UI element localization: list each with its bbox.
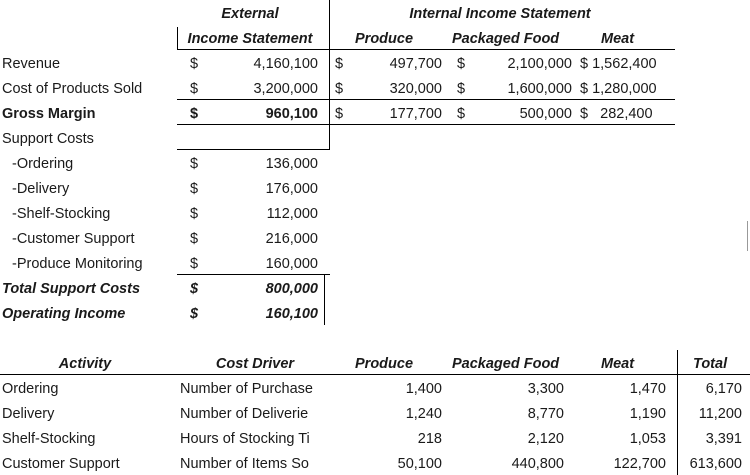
currency-sign: $ — [335, 56, 344, 72]
currency-sign: $ — [457, 81, 466, 97]
activity-col-header: Activity — [58, 356, 112, 372]
currency-sign: $ — [335, 106, 344, 122]
currency-sign: $ — [190, 181, 199, 197]
external-value: 4,160,100 — [253, 56, 318, 72]
cell-border — [329, 0, 330, 150]
row-label: -Produce Monitoring — [12, 256, 143, 272]
currency-sign: $ — [190, 231, 199, 247]
cost-driver-col-header: Cost Driver — [215, 356, 295, 372]
support-value: 216,000 — [265, 231, 318, 247]
packaged-value: 2,120 — [527, 431, 564, 447]
packaged-value: 8,770 — [527, 406, 564, 422]
produce-value: 177,700 — [389, 106, 442, 122]
activity-header-border — [0, 374, 750, 375]
operating-income-value: 160,100 — [265, 306, 318, 322]
total-value: 6,170 — [705, 381, 742, 397]
cell-border — [747, 221, 748, 251]
currency-sign: $ — [190, 206, 199, 222]
currency-sign: $ — [457, 56, 466, 72]
packaged-food-col-header: Packaged Food — [452, 356, 560, 372]
currency-sign: $ — [190, 256, 199, 272]
currency-sign: $ — [335, 81, 344, 97]
packaged-value: 500,000 — [519, 106, 572, 122]
external-header-line1: External — [221, 6, 279, 22]
cell-border — [177, 274, 330, 275]
packaged-value: 1,600,000 — [507, 81, 572, 97]
cell-border — [177, 27, 178, 50]
meat-header: Meat — [601, 31, 635, 47]
row-label: -Shelf-Stocking — [12, 206, 111, 222]
cost-driver: Number of Deliverie — [180, 406, 309, 422]
total-col-header: Total — [693, 356, 728, 372]
internal-header: Internal Income Statement — [409, 6, 591, 22]
packaged-value: 2,100,000 — [507, 56, 572, 72]
meat-value: 122,700 — [613, 456, 666, 472]
produce-value: 497,700 — [389, 56, 442, 72]
produce-value: 50,100 — [397, 456, 442, 472]
total-value: 613,600 — [689, 456, 742, 472]
packaged-value: 440,800 — [511, 456, 564, 472]
cell-border — [177, 99, 675, 100]
activity-name: Ordering — [2, 381, 59, 397]
currency-sign: $ — [190, 106, 199, 122]
cost-driver: Number of Items So — [180, 456, 309, 472]
currency-sign: $ — [190, 281, 199, 297]
total-support-value: 800,000 — [265, 281, 318, 297]
support-value: 160,000 — [265, 256, 318, 272]
external-value: 3,200,000 — [253, 81, 318, 97]
produce-col-header: Produce — [355, 356, 414, 372]
row-label: -Delivery — [12, 181, 70, 197]
support-value: 176,000 — [265, 181, 318, 197]
currency-sign: $ — [190, 81, 199, 97]
currency-sign: $ — [457, 106, 466, 122]
row-label: Total Support Costs — [2, 281, 141, 297]
currency-sign: $ — [190, 56, 199, 72]
total-value: 11,200 — [698, 406, 742, 422]
total-value: 3,391 — [705, 431, 742, 447]
packaged-food-header: Packaged Food — [452, 31, 560, 47]
support-costs-title: Support Costs — [2, 131, 94, 147]
activity-name: Shelf-Stocking — [2, 431, 96, 447]
produce-header: Produce — [355, 31, 414, 47]
row-label: Revenue — [2, 56, 61, 72]
row-label: -Ordering — [12, 156, 74, 172]
activity-name: Customer Support — [2, 456, 120, 472]
cost-driver: Hours of Stocking Ti — [180, 431, 310, 447]
total-column-border — [677, 350, 678, 475]
meat-value: 1,053 — [629, 431, 666, 447]
cell-border — [177, 124, 675, 125]
meat-value: $ 282,400 — [580, 106, 653, 122]
activity-name: Delivery — [2, 406, 55, 422]
meat-col-header: Meat — [601, 356, 635, 372]
row-label: Gross Margin — [2, 106, 96, 122]
row-label: -Customer Support — [12, 231, 135, 247]
meat-value: 1,190 — [629, 406, 666, 422]
cell-border — [177, 49, 675, 50]
produce-value: 1,400 — [405, 381, 442, 397]
cell-border — [324, 274, 325, 325]
support-value: 136,000 — [265, 156, 318, 172]
meat-value: 1,470 — [629, 381, 666, 397]
packaged-value: 3,300 — [527, 381, 564, 397]
support-value: 112,000 — [266, 206, 318, 222]
external-value: 960,100 — [265, 106, 318, 122]
currency-sign: $ — [190, 156, 199, 172]
cell-border — [177, 149, 330, 150]
currency-sign: $ — [190, 306, 199, 322]
meat-value: $ 1,280,000 — [580, 81, 657, 97]
row-label: Cost of Products Sold — [2, 81, 143, 97]
meat-value: $ 1,562,400 — [580, 56, 657, 72]
external-header-line2: Income Statement — [187, 31, 313, 47]
row-label: Operating Income — [2, 306, 126, 322]
produce-value: 1,240 — [405, 406, 442, 422]
produce-value: 320,000 — [389, 81, 442, 97]
cost-driver: Number of Purchase — [180, 381, 313, 397]
produce-value: 218 — [417, 431, 442, 447]
